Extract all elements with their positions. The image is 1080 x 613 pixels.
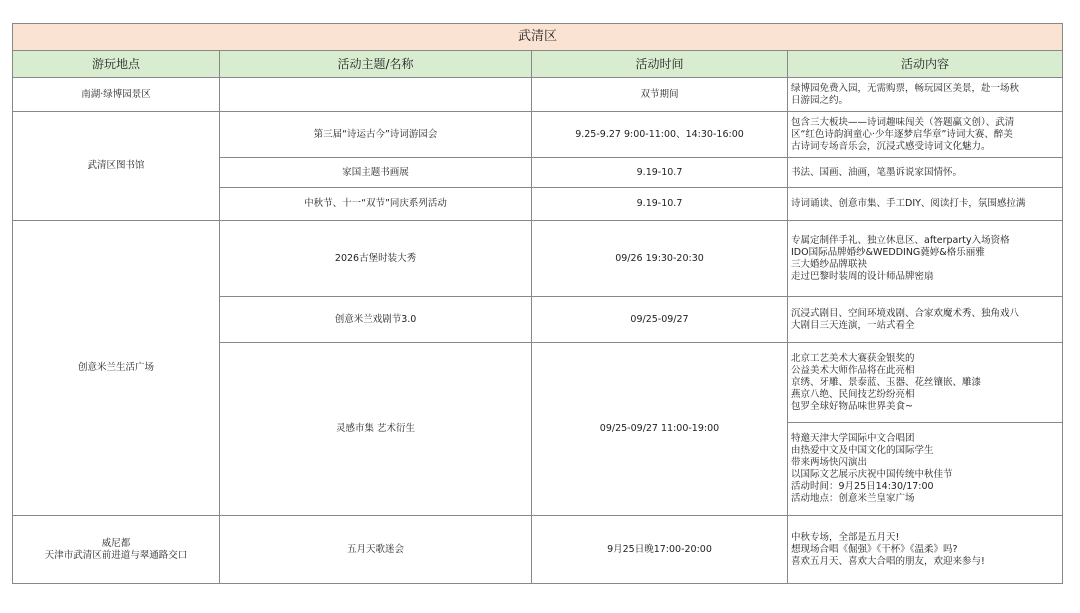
- theme-cell: 家国主题书画展: [220, 158, 532, 188]
- content-line: 大剧目三天连演，一站式看全: [791, 319, 915, 331]
- content-cell: [788, 158, 1063, 188]
- content-line: 活动地点：创意米兰皇家广场: [791, 493, 915, 504]
- content-line: 专属定制伴手礼、独立休息区、afterparty入场资格: [791, 234, 1010, 246]
- theme-cell: 第三届“诗运古今”诗词游园会: [220, 112, 532, 158]
- content-line: 想现场合唱《倔强》《干杯》《温柔》吗?: [791, 543, 958, 555]
- content-line: 活动时间：9月25日14:30/17:00: [791, 481, 934, 492]
- content-line: 包罗全球好物品味世界美食~: [791, 400, 913, 412]
- header-time: 活动时间: [532, 51, 788, 78]
- content-line: 古诗词专场音乐会，沉浸式感受诗词文化魅力。: [791, 140, 991, 152]
- table-row: [13, 221, 1063, 297]
- header-content: 活动内容: [788, 51, 1063, 78]
- theme-cell: 五月天歌迷会: [220, 516, 532, 584]
- content-line: 以国际文艺展示庆祝中国传统中秋佳节: [791, 469, 953, 480]
- header-theme: 活动主题/名称: [220, 51, 532, 78]
- content-cell: [788, 343, 1063, 423]
- venue-cell: 南湖·绿博园景区: [13, 78, 220, 112]
- content-cell: [788, 423, 1063, 516]
- content-line: 北京工艺美术大赛获金银奖的: [791, 352, 915, 364]
- content-line: 日游园之约。: [791, 94, 849, 106]
- table-row: [13, 78, 1063, 112]
- theme-cell: 灵感市集 艺术衍生: [220, 343, 532, 516]
- content-cell: [788, 78, 1063, 112]
- table-row: [13, 516, 1063, 584]
- content-cell: [788, 516, 1063, 584]
- table-row: [13, 112, 1063, 158]
- content-line: 三大婚纱品牌联袂: [791, 258, 868, 270]
- time-cell: 09/26 19:30-20:30: [532, 221, 788, 297]
- content-line: 喜欢五月天、喜欢大合唱的朋友，欢迎来参与!: [791, 555, 985, 567]
- time-cell: 9.19-10.7: [532, 188, 788, 221]
- content-cell: [788, 188, 1063, 221]
- time-cell: 09/25-09/27: [532, 297, 788, 343]
- header-venue: 游玩地点: [13, 51, 220, 78]
- venue-cell: 创意米兰生活广场: [13, 221, 220, 516]
- theme-cell: 中秋节、十一“双节”同庆系列活动: [220, 188, 532, 221]
- theme-cell: 2026古堡时装大秀: [220, 221, 532, 297]
- content-line: 沉浸式剧目、空间环境戏剧、合家欢魔术秀、独角戏八: [791, 307, 1020, 319]
- content-line: 特邀天津大学国际中文合唱团: [791, 433, 915, 444]
- time-cell: 双节期间: [532, 78, 788, 112]
- time-cell: 9.19-10.7: [532, 158, 788, 188]
- content-line: 带来两场快闪演出: [791, 457, 868, 468]
- content-line: 燕京八绝、民间技艺纷纷亮相: [791, 388, 915, 400]
- content-cell: [788, 221, 1063, 297]
- content-line: 包含三大板块——诗词趣味闯关（答题赢文创）、武清: [791, 116, 1015, 128]
- content-line: 中秋专场，全部是五月天!: [791, 531, 900, 543]
- content-line: IDO国际品牌婚纱&WEDDING蕤婷&格乐丽雅: [791, 246, 985, 258]
- venue-address: 天津市武清区前进道与翠通路交口: [44, 549, 188, 561]
- time-cell: 9.25-9.27 9:00-11:00、14:30-16:00: [532, 112, 788, 158]
- content-cell: [788, 297, 1063, 343]
- theme-cell: 创意米兰戏剧节3.0: [220, 297, 532, 343]
- time-cell: 09/25-09/27 11:00-19:00: [532, 343, 788, 516]
- content-line: 走过巴黎时装周的设计师品牌密扇: [791, 270, 934, 282]
- content-line: 诗词诵读、创意市集、手工DIY、阅读打卡，氛围感拉满: [791, 198, 1026, 209]
- schedule-sheet: [12, 23, 1062, 584]
- content-line: 绿博园免费入园，无需购票，畅玩园区美景，赴一场秋: [791, 82, 1020, 94]
- content-line: 书法、国画、油画，笔墨诉说家国情怀。: [791, 166, 963, 178]
- content-line: 京绣、牙雕、景泰蓝、玉器、花丝镶嵌、雕漆: [791, 376, 982, 388]
- table-title: 武清区: [13, 24, 1063, 51]
- content-line: 由热爱中文及中国文化的国际学生: [791, 445, 934, 456]
- venue-name: 威尼都: [101, 537, 131, 549]
- schedule-table: [12, 23, 1063, 584]
- venue-cell: [13, 516, 220, 584]
- theme-cell: [220, 78, 532, 112]
- time-cell: 9月25日晚17:00-20:00: [532, 516, 788, 584]
- content-cell: [788, 112, 1063, 158]
- content-line: 公益美术大师作品将在此亮相: [791, 364, 915, 376]
- venue-cell: 武清区图书馆: [13, 112, 220, 221]
- content-line: 区“红色诗韵润童心·少年逐梦启华章”诗词大赛、醉美: [791, 128, 1013, 140]
